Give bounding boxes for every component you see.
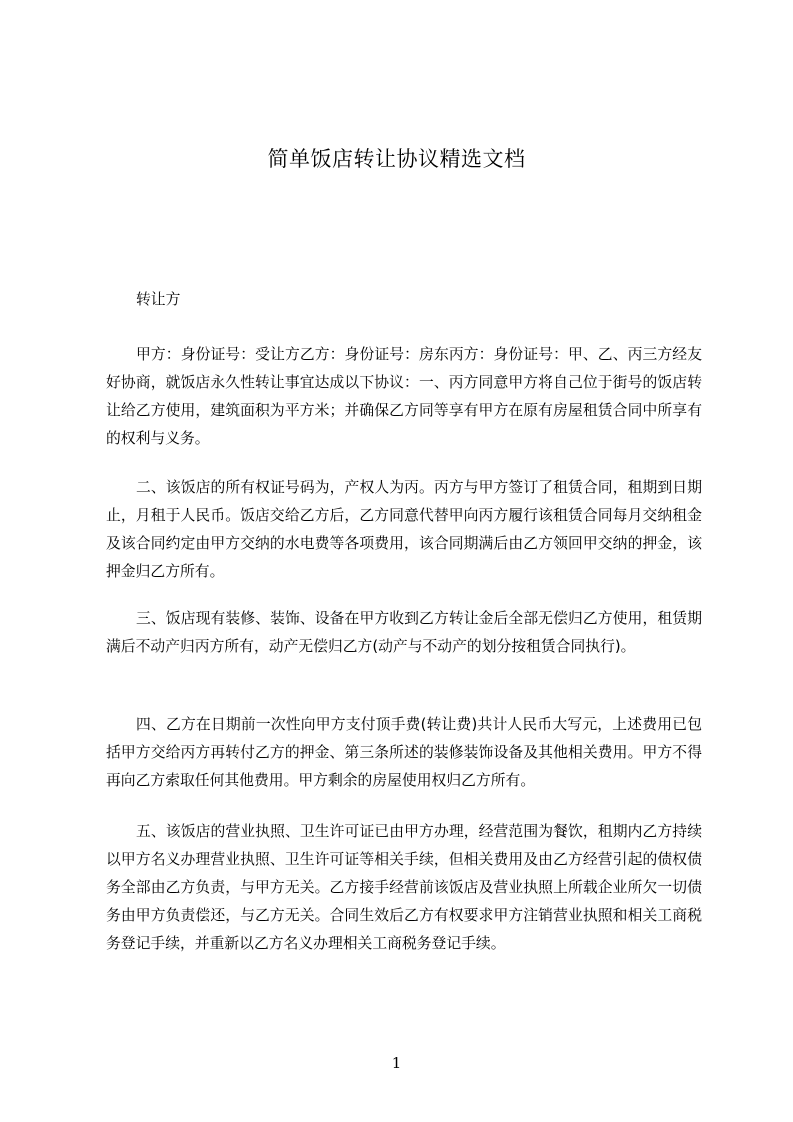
paragraph-clause-4: 四、乙方在日期前一次性向甲方支付顶手费(转让费)共计人民币大写元，上述费用已包括甲方交给丙方再转付乙方的押金、第三条所述的装修装饰设备及其他相关费用。甲方不得再向乙方索取任何其他费用。甲方剩余的房屋使用权归乙方所有。 xyxy=(106,716,702,789)
page-number: 1 xyxy=(391,1054,402,1072)
paragraph-parties: 甲方：身份证号：受让方乙方：身份证号：房东丙方：身份证号：甲、乙、丙三方经友好协商，就饭店永久性转让事宜达成以下协议：一、丙方同意甲方将自己位于街号的饭店转让给乙方使用，建筑面积为平方米；并确保乙方同等享有甲方在原有房屋租赁合同中所享有的权利与义务。 xyxy=(106,346,702,447)
paragraph-clause-3: 三、饭店现有装修、装饰、设备在甲方收到乙方转让金后全部无偿归乙方使用，租赁期满后不动产归丙方所有，动产无偿归乙方(动产与不动产的划分按租赁合同执行)。 xyxy=(106,610,702,655)
paragraph-clause-2: 二、该饭店的所有权证号码为，产权人为丙。丙方与甲方签订了租赁合同，租期到日期止，月租于人民币。饭店交给乙方后，乙方同意代替甲向丙方履行该租赁合同每月交纳租金及该合同约定由甲方交纳的水电费等各项费用，该合同期满后由乙方领回甲交纳的押金，该押金归乙方所有。 xyxy=(106,479,702,580)
document-title: 简单饭店转让协议精选文档 xyxy=(267,147,526,171)
paragraph-clause-5: 五、该饭店的营业执照、卫生许可证已由甲方办理，经营范围为餐饮，租期内乙方持续以甲方名义办理营业执照、卫生许可证等相关手续，但相关费用及由乙方经营引起的债权债务全部由乙方负责，与甲方无关。乙方接手经营前该饭店及营业执照上所载企业所欠一切债务由甲方负责偿还，与乙方无关。合同生效后乙方有权要求甲方注销营业执照和相关工商税务登记手续，并重新以乙方名义办理相关工商税务登记手续。 xyxy=(106,823,702,952)
party-label: 转让方 xyxy=(136,291,181,308)
